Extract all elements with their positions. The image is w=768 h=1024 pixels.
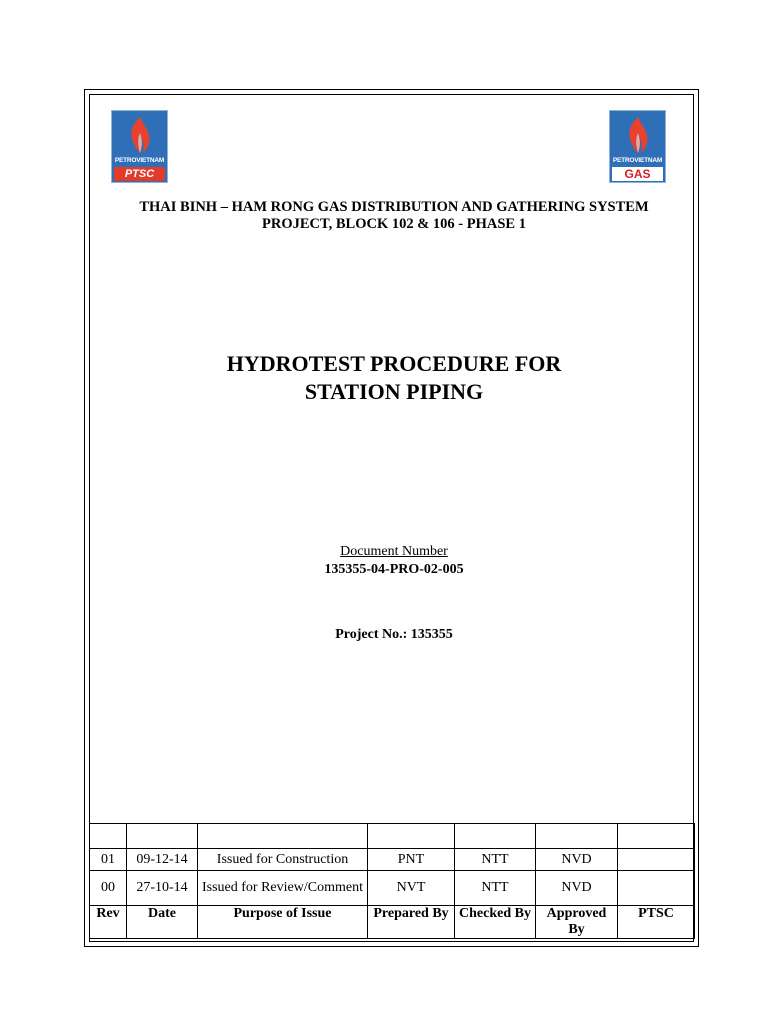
document-title: HYDROTEST PROCEDURE FOR STATION PIPING: [226, 351, 562, 404]
purpose-cell: Issued for Construction: [198, 849, 368, 871]
table-cell: [455, 824, 536, 849]
document-number-label: Document Number: [340, 544, 448, 559]
flame-icon: [125, 116, 155, 154]
header-prepared: Prepared By: [368, 906, 455, 939]
checked-cell: NTT: [455, 849, 536, 871]
table-header-row: [90, 906, 695, 939]
checked-cell: NTT: [455, 871, 536, 906]
project-title-line-1: THAI BINH – HAM RONG GAS DISTRIBUTION AND GATHERING SYSTEM: [139, 199, 649, 215]
ptsc-logo: [111, 110, 168, 183]
prepared-cell: NVT: [368, 871, 455, 906]
document-number-value: 135355-04-PRO-02-005: [324, 562, 464, 577]
logo-unit-text: GAS: [612, 167, 663, 181]
table-row: [90, 849, 695, 871]
table-cell: [368, 824, 455, 849]
approved-cell: NVD: [536, 871, 618, 906]
logo-unit-text: PTSC: [114, 167, 165, 181]
table-row: [90, 824, 695, 849]
header-ptsc: PTSC: [618, 906, 695, 939]
revision-table: [89, 823, 695, 939]
header-checked: Checked By: [455, 906, 536, 939]
header-date: Date: [127, 906, 198, 939]
table-cell: [618, 824, 695, 849]
project-number: Project No.: 135355: [335, 627, 453, 642]
approved-cell: NVD: [536, 849, 618, 871]
date-cell: 27-10-14: [127, 871, 198, 906]
header-purpose: Purpose of Issue: [198, 906, 368, 939]
header-approved: Approved By: [536, 906, 618, 939]
date-cell: 09-12-14: [127, 849, 198, 871]
ptsc-cell: [618, 849, 695, 871]
logo-brand-text: PETROVIETNAM: [114, 157, 165, 164]
table-row: [90, 871, 695, 906]
header-rev: Rev: [90, 906, 127, 939]
project-title: [100, 199, 688, 233]
project-title-line-2: PROJECT, BLOCK 102 & 106 - PHASE 1: [262, 216, 526, 232]
table-cell: [127, 824, 198, 849]
pv-gas-logo: [609, 110, 666, 183]
table-cell: [90, 824, 127, 849]
rev-cell: 00: [90, 871, 127, 906]
table-cell: [536, 824, 618, 849]
ptsc-cell: [618, 871, 695, 906]
prepared-cell: PNT: [368, 849, 455, 871]
logo-brand-text: PETROVIETNAM: [612, 157, 663, 164]
rev-cell: 01: [90, 849, 127, 871]
purpose-cell: Issued for Review/Comment: [198, 871, 368, 906]
flame-icon: [623, 116, 653, 154]
table-cell: [198, 824, 368, 849]
